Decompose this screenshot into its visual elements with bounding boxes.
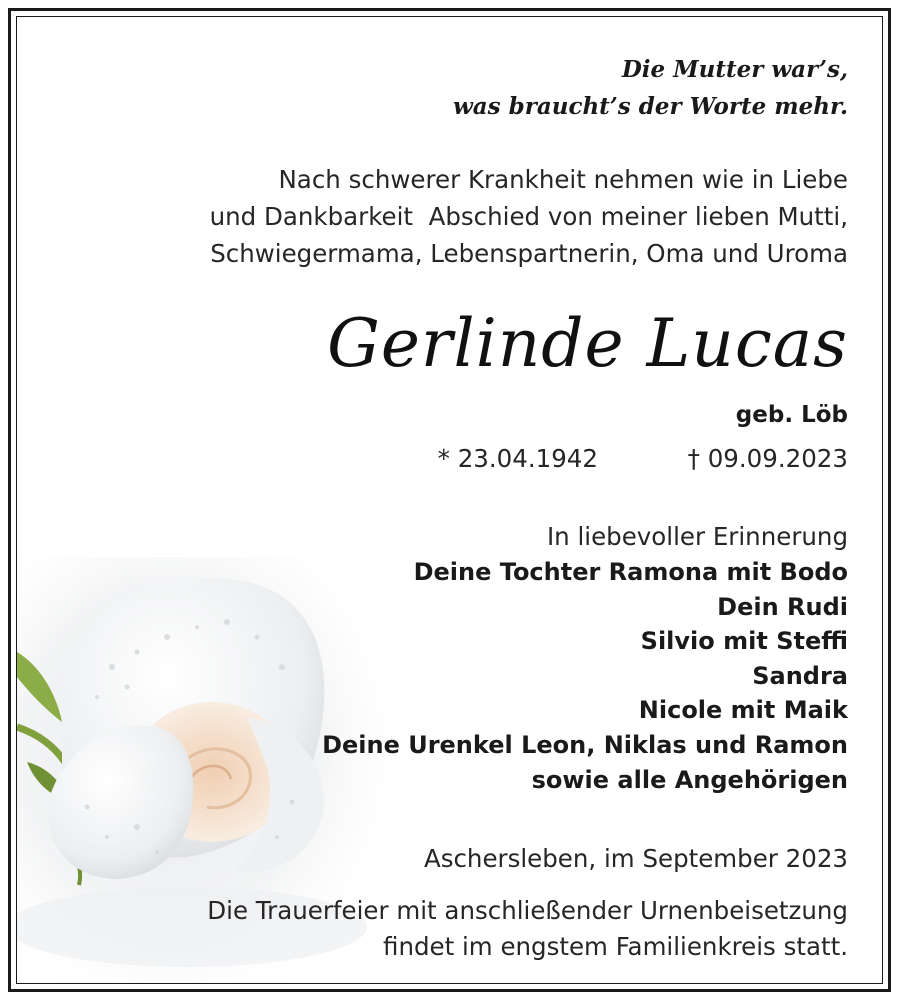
funeral-line: findet im engstem Familienkreis statt.: [383, 932, 848, 961]
intro-line: Schwiegermama, Lebenspartnerin, Oma und Uroma: [210, 239, 848, 268]
mourner-entry: Sandra: [752, 661, 848, 690]
mourner-entry: Dein Rudi: [717, 592, 848, 621]
funeral-notice: [88, 893, 848, 965]
birth-name: geb. Löb: [735, 402, 848, 428]
deceased-name: Gerlinde Lucas: [327, 305, 848, 382]
memorial-quote: [248, 51, 848, 125]
birth-date: * 23.04.1942: [437, 444, 598, 473]
mourner-entry: Nicole mit Maik: [638, 696, 848, 725]
mourner-entry: Deine Urenkel Leon, Niklas und Ramon: [322, 730, 848, 759]
inner-frame: [16, 16, 883, 984]
mourner-entry: Deine Tochter Ramona mit Bodo: [413, 558, 848, 586]
memory-line: In liebevoller Erinnerung: [546, 522, 848, 551]
mourners-list: [88, 555, 848, 797]
death-date: † 09.09.2023: [687, 444, 848, 473]
quote-line: Die Mutter war’s,: [621, 56, 848, 83]
mourner-entry: Silvio mit Steffi: [640, 627, 848, 656]
intro-line: Nach schwerer Krankheit nehmen wie in Liebe: [278, 165, 848, 194]
mourner-entry: sowie alle Angehörigen: [531, 765, 848, 794]
life-dates: [88, 439, 848, 479]
intro-line: und Dankbarkeit Abschied von meiner lieben Mutti,: [209, 202, 848, 231]
intro-paragraph: [88, 161, 848, 272]
place-and-date: Aschersleben, im September 2023: [423, 844, 848, 873]
funeral-line: Die Trauerfeier mit anschließender Urnenbeisetzung: [207, 896, 848, 925]
quote-line: was braucht’s der Worte mehr.: [452, 93, 848, 120]
